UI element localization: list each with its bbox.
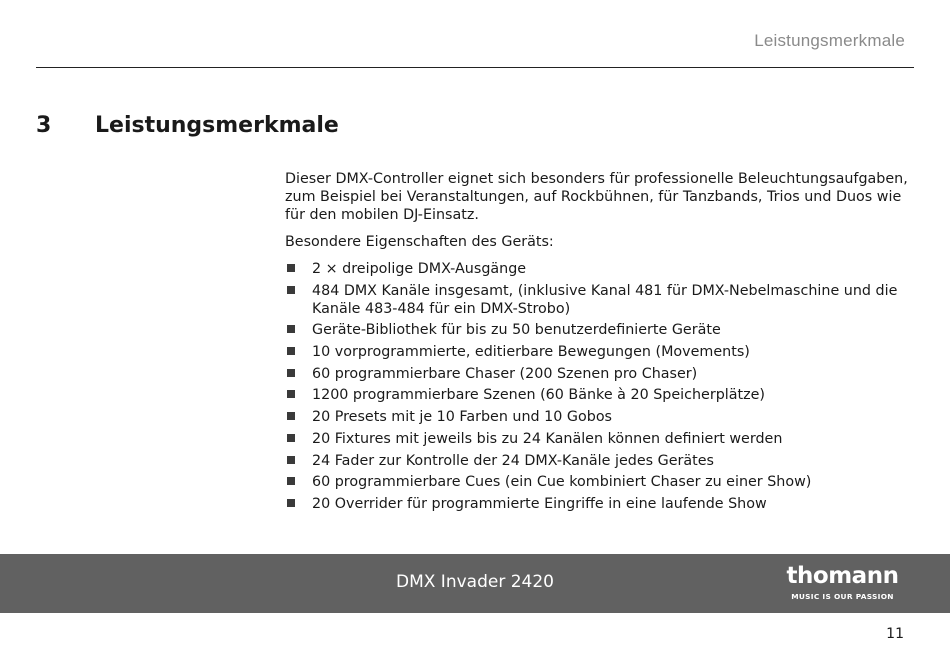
feature-text: 20 Fixtures mit jeweils bis zu 24 Kanälen können definiert werden: [312, 430, 783, 447]
feature-text: 60 programmierbare Chaser (200 Szenen pro Chaser): [312, 365, 698, 382]
bullet-square-icon: [287, 456, 295, 464]
feature-text: 20 Overrider für programmierte Eingriffe in eine laufende Show: [312, 495, 767, 512]
footer-bar: [0, 554, 950, 613]
bullet-square-icon: [287, 390, 295, 398]
bullet-square-icon: [287, 325, 295, 333]
feature-text: 20 Presets mit je 10 Farben und 10 Gobos: [312, 409, 613, 426]
header-running-title: Leistungsmerkmale: [754, 31, 905, 50]
feature-text: 1200 programmierbare Szenen (60 Bänke à 20 Speicherplätze): [312, 387, 766, 404]
feature-text: 24 Fader zur Kontrolle der 24 DMX-Kanäle jedes Gerätes: [312, 452, 714, 469]
feature-item: [285, 321, 910, 339]
bullet-square-icon: [287, 412, 295, 420]
bullet-square-icon: [287, 499, 295, 507]
header-rule: [36, 67, 914, 68]
logo-tagline: MUSIC IS OUR PASSION: [791, 592, 894, 601]
feature-item: [285, 430, 910, 448]
page-number: 11: [886, 626, 904, 642]
content-body: [285, 170, 910, 517]
section-number: 3: [36, 113, 52, 138]
bullet-square-icon: [287, 434, 295, 442]
feature-item: [285, 343, 910, 361]
section-title: Leistungsmerkmale: [95, 113, 339, 138]
feature-text: 2 × dreipolige DMX-Ausgänge: [312, 261, 527, 277]
feature-text: Geräte-Bibliothek für bis zu 50 benutzerdefinierte Geräte: [312, 322, 721, 339]
feature-item: [285, 408, 910, 426]
feature-item: [285, 386, 910, 404]
logo-wordmark: thomann: [786, 563, 899, 589]
feature-item: [285, 260, 910, 278]
feature-item: [285, 452, 910, 470]
bullet-square-icon: [287, 347, 295, 355]
feature-item: [285, 473, 910, 491]
thomann-logo: [780, 563, 905, 603]
features-heading: Besondere Eigenschaften des Geräts:: [285, 234, 554, 250]
footer-product-name: DMX Invader 2420: [396, 572, 554, 592]
bullet-square-icon: [287, 264, 295, 272]
bullet-square-icon: [287, 286, 295, 294]
bullet-square-icon: [287, 369, 295, 377]
intro-paragraph: Dieser DMX-Controller eignet sich besonders für professionelle Beleuchtungsaufgaben, zum Beispiel bei Veranstaltungen, auf Rockbühnen, für Tanzbands, Trios und Duos wie für den mobilen DJ-Einsatz.: [285, 171, 908, 223]
feature-item: [285, 495, 910, 513]
feature-text: 484 DMX Kanäle insgesamt, (inklusive Kanal 481 für DMX-Nebelmaschine und die Kanäle 483-484 für ein DMX-Strobo): [312, 282, 898, 317]
feature-item: [285, 282, 910, 318]
feature-text: 10 vorprogrammierte, editierbare Bewegungen (Movements): [312, 344, 750, 361]
feature-item: [285, 365, 910, 383]
feature-text: 60 programmierbare Cues (ein Cue kombiniert Chaser zu einer Show): [312, 474, 812, 491]
bullet-square-icon: [287, 477, 295, 485]
feature-list: [285, 260, 910, 513]
